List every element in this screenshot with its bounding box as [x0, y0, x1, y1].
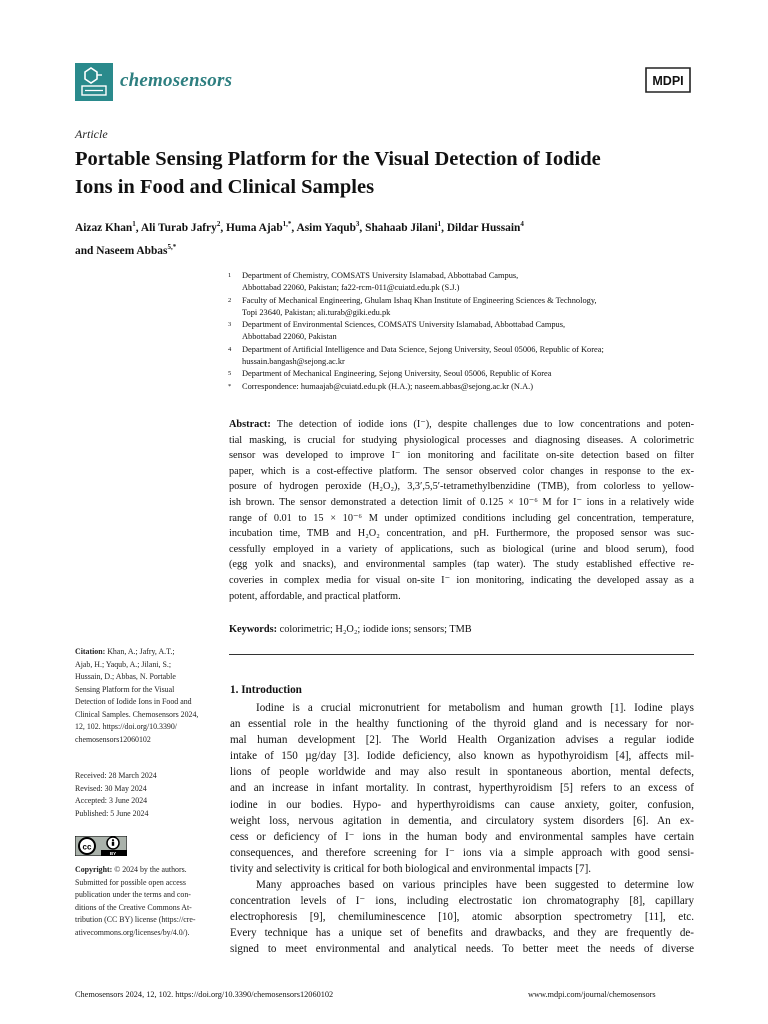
- author-line-1: [75, 215, 705, 238]
- keywords-text: colorimetric; H₂O₂; iodide ions; sensors; TMB: [279, 624, 472, 635]
- affiliation-item: [228, 344, 698, 369]
- author-line-2: [75, 238, 705, 261]
- author-separator: ,: [359, 221, 366, 234]
- intro-line: consequences, and therefore screening for I⁻ ions via a simple approach with good sensi-: [230, 846, 694, 859]
- abstract-line: range of 0.01 to 15 × 10⁻⁶ M under optimized conditions including gel concentration, temperature,: [229, 512, 694, 524]
- footer-journal-url[interactable]: www.mdpi.com/journal/chemosensors: [528, 990, 656, 999]
- author-affil-sup: 3: [355, 220, 360, 228]
- date-accepted: Accepted: 3 June 2024: [75, 796, 148, 805]
- affiliation-number: 4: [228, 345, 232, 353]
- affiliation-text: Correspondence: humaajab@cuiatd.edu.pk (H.A.); naseem.abbas@sejong.ac.kr (N.A.): [242, 381, 534, 391]
- copyright-line: publication under the terms and con-: [75, 890, 191, 899]
- affiliations: [228, 270, 698, 393]
- author-separator: ,: [135, 221, 141, 234]
- author-affil-sup: 1: [437, 220, 442, 228]
- copyright-license-link[interactable]: ativecommons.org/licenses/by/4.0/).: [75, 927, 190, 937]
- copyright-label: Copyright:: [75, 865, 113, 874]
- affiliation-text: Department of Artificial Intelligence and Data Science, Sejong University, Seoul 05006, Republic of Korea;: [242, 344, 604, 354]
- author-separator: ,: [220, 221, 227, 234]
- author-affil-sup: 5,*: [167, 242, 177, 251]
- author-list: [75, 215, 705, 261]
- copyright-line: Submitted for possible open access: [75, 877, 186, 887]
- author-separator: ,: [441, 221, 447, 234]
- citation-line: [75, 646, 215, 659]
- intro-line: concentration levels of I⁻ ions, including electrostatic ion chromatography [8], capillary: [230, 895, 694, 908]
- affiliation-item: [228, 368, 698, 380]
- author-name[interactable]: Huma Ajab: [226, 221, 283, 234]
- abstract-line: sensor was developed to improve I⁻ ion monitoring and facilitate on-site detection based on filter: [229, 450, 694, 462]
- journal-logo-icon[interactable]: [75, 63, 113, 101]
- abstract-line: cessfully employed in a variety of applications, such as biological (urine and blood serum), food: [229, 543, 694, 555]
- abstract-text: The detection of iodide ions (I⁻), despite challenges due to low concentrations and poten-: [276, 419, 694, 430]
- author-name[interactable]: Naseem Abbas: [96, 244, 168, 257]
- title-line: Ions in Food and Clinical Samples: [75, 176, 375, 198]
- intro-line: Iodine is a crucial micronutrient for metabolism and human growth [1]. Iodine plays: [256, 702, 694, 714]
- citation-line: Detection of Iodide Ions in Food and: [75, 697, 192, 706]
- intro-line: weight loss, nervous agitation in dementia, and circulatory system disorders [6]. An ex-: [230, 814, 694, 827]
- affiliation-item: [228, 319, 698, 344]
- copyright-line: ditions of the Creative Commons At-: [75, 902, 192, 912]
- intro-line: signed to meet environmental and analytical needs. To better meet the needs of diverse: [230, 943, 694, 956]
- date-received: Received: 28 March 2024: [75, 771, 157, 780]
- abstract-line: incubation time, TMB and H₂O₂ concentration, and pH. Furthermore, the proposed sensor was suc-: [229, 528, 694, 540]
- divider: [229, 654, 694, 655]
- abstract-line: [229, 417, 694, 433]
- affiliation-text: Faculty of Mechanical Engineering, Ghulam Ishaq Khan Institute of Engineering Sciences & Technology,: [242, 295, 597, 305]
- author-name[interactable]: Aizaz Khan: [75, 221, 133, 234]
- affiliation-number: 1: [228, 272, 232, 279]
- dates-block: [75, 770, 215, 820]
- date-revised: Revised: 30 May 2024: [75, 783, 147, 793]
- affiliation-text: Abbottabad 22060, Pakistan; fa22-rcm-011@cuiatd.edu.pk (S.J.): [242, 283, 460, 293]
- abstract-line: (egg yolk and snacks), and environmental samples (tap water). The study established effective re-: [229, 559, 694, 571]
- intro-line: electrophoresis [9], chemiluminescence [10], atomic absorption spectrometry [11], etc.: [230, 911, 694, 924]
- author-affil-sup: 2: [216, 220, 221, 228]
- affiliation-number: *: [228, 382, 232, 390]
- intro-line: intake of 150 µg/day [3]. Iodide deficiency, also known as hypothyroidism [4], affects mil-: [230, 750, 694, 763]
- intro-line: mal human development [2]. The World Health Organization advises a regular iodide: [230, 734, 694, 747]
- affiliation-text: Topi 23640, Pakistan; ali.turab@giki.edu.pk: [242, 307, 391, 317]
- svg-text:cc: cc: [82, 842, 92, 852]
- affiliation-text: Department of Environmental Sciences, COMSATS University Islamabad, Abbottabad Campus,: [242, 320, 566, 330]
- abstract-label: Abstract:: [229, 419, 271, 430]
- title-line: Portable Sensing Platform for the Visual Detection of Iodide: [75, 148, 601, 170]
- author-name[interactable]: Shahaab Jilani: [365, 221, 438, 234]
- abstract-line: posure of hydrogen peroxide (H₂O₂), 3,3′,5,5′-tetramethylbenzidine (TMB), from colorless to yellow-: [229, 481, 694, 493]
- author-and: and: [75, 244, 94, 257]
- citation-text: Khan, A.; Jafry, A.T.;: [107, 647, 175, 656]
- affiliation-text: Department of Mechanical Engineering, Sejong University, Seoul 05006, Republic of Korea: [242, 369, 552, 379]
- author-affil-sup: 1,*: [282, 220, 292, 228]
- affiliation-item: [228, 381, 698, 393]
- copyright-line: [75, 864, 215, 877]
- copyright-block: [75, 864, 215, 939]
- intro-line: Many approaches based on various principles have been suggested to determine low: [256, 879, 694, 892]
- citation-label: Citation:: [75, 647, 106, 656]
- keywords: [229, 624, 694, 635]
- citation-line: Ajab, H.; Yaqub, A.; Jilani, S.;: [75, 659, 172, 669]
- affiliation-text: hussain.bangash@sejong.ac.kr: [242, 357, 345, 367]
- intro-line: and an increase in infant mortality. In contrast, hyperthyroidism [5] refers to an excess of: [230, 782, 694, 795]
- article-type: Article: [75, 127, 108, 141]
- keywords-label: Keywords:: [229, 624, 278, 635]
- publisher-name: MDPI: [652, 74, 684, 88]
- intro-line: Every technique has a unique set of benefits and drawbacks, and they are frequently de-: [230, 927, 694, 940]
- journal-name[interactable]: chemosensors: [120, 70, 233, 91]
- intro-line: cess or deficiency of I⁻ ions in the human body and environmental samples have certain: [230, 830, 694, 843]
- affiliation-text: Department of Chemistry, COMSATS University Islamabad, Abbottabad Campus,: [242, 271, 519, 280]
- date-published: Published: 5 June 2024: [75, 808, 149, 818]
- intro-line: lions of people worldwide and may also result in spontaneous abortion, mental defects,: [230, 766, 694, 779]
- abstract-line: potent, affordable, and practical platform.: [229, 590, 401, 602]
- svg-text:BY: BY: [109, 851, 117, 856]
- author-name[interactable]: Asim Yaqub: [296, 221, 356, 234]
- abstract-line: ish brown. The sensor demonstrated a detection limit of 0.125 × 10⁻⁶ M for I⁻ ions in a relatively wide: [229, 496, 694, 508]
- paper-title: [75, 145, 705, 201]
- author-affil-sup: 4: [520, 220, 524, 228]
- abstract: [229, 417, 694, 604]
- citation-line: Clinical Samples. Chemosensors 2024,: [75, 709, 199, 719]
- citation-block: [75, 646, 215, 746]
- footer-citation[interactable]: Chemosensors 2024, 12, 102. https://doi.org/10.3390/chemosensors12060102: [75, 990, 334, 999]
- abstract-line: tial masking, is crucial for studying physiological processes and diagnosing diseases. A colorimetric: [229, 434, 694, 446]
- mdpi-logo-icon[interactable]: [643, 66, 693, 94]
- section-heading: 1. Introduction: [230, 684, 302, 696]
- copyright-text: © 2024 by the authors.: [114, 865, 187, 874]
- author-affil-sup: 1: [132, 220, 136, 228]
- intro-line: tivity and selectivity is critical for both biological and environmental impacts [7].: [230, 862, 592, 875]
- affiliation-number: 2: [228, 296, 232, 304]
- author-name[interactable]: Dildar Hussain: [446, 221, 521, 234]
- citation-doi-link[interactable]: 12, 102. https://doi.org/10.3390/: [75, 722, 178, 731]
- abstract-line: paper, which is a cost-effective platform. The sensor observed color changes in response to the ex-: [229, 465, 694, 477]
- affiliation-number: 3: [228, 321, 232, 329]
- citation-line: Sensing Platform for the Visual: [75, 684, 175, 694]
- affiliation-item: [228, 270, 698, 295]
- cc-by-license-icon[interactable]: [75, 836, 127, 856]
- affiliation-text: Abbottabad 22060, Pakistan: [242, 332, 337, 342]
- introduction-body: [230, 700, 694, 958]
- abstract-line: coveries in complex media for visual on-site I⁻ ion monitoring, indicating the developed assay as a: [229, 574, 694, 586]
- citation-line: Hussain, D.; Abbas, N. Portable: [75, 672, 176, 681]
- author-name[interactable]: Ali Turab Jafry: [140, 221, 217, 234]
- citation-doi-link[interactable]: chemosensors12060102: [75, 734, 151, 744]
- copyright-license-link[interactable]: tribution (CC BY) license (https://cre-: [75, 915, 196, 924]
- author-separator: ,: [291, 221, 297, 234]
- intro-line: an essential role in the healthy functioning of the thyroid gland and is necessary for nor-: [230, 718, 694, 731]
- affiliation-number: 5: [228, 370, 232, 378]
- intro-line: iodine in our bodies. Hypo- and hyperthyroidisms can cause anxiety, goiter, confusion,: [230, 798, 694, 811]
- affiliation-item: [228, 295, 698, 320]
